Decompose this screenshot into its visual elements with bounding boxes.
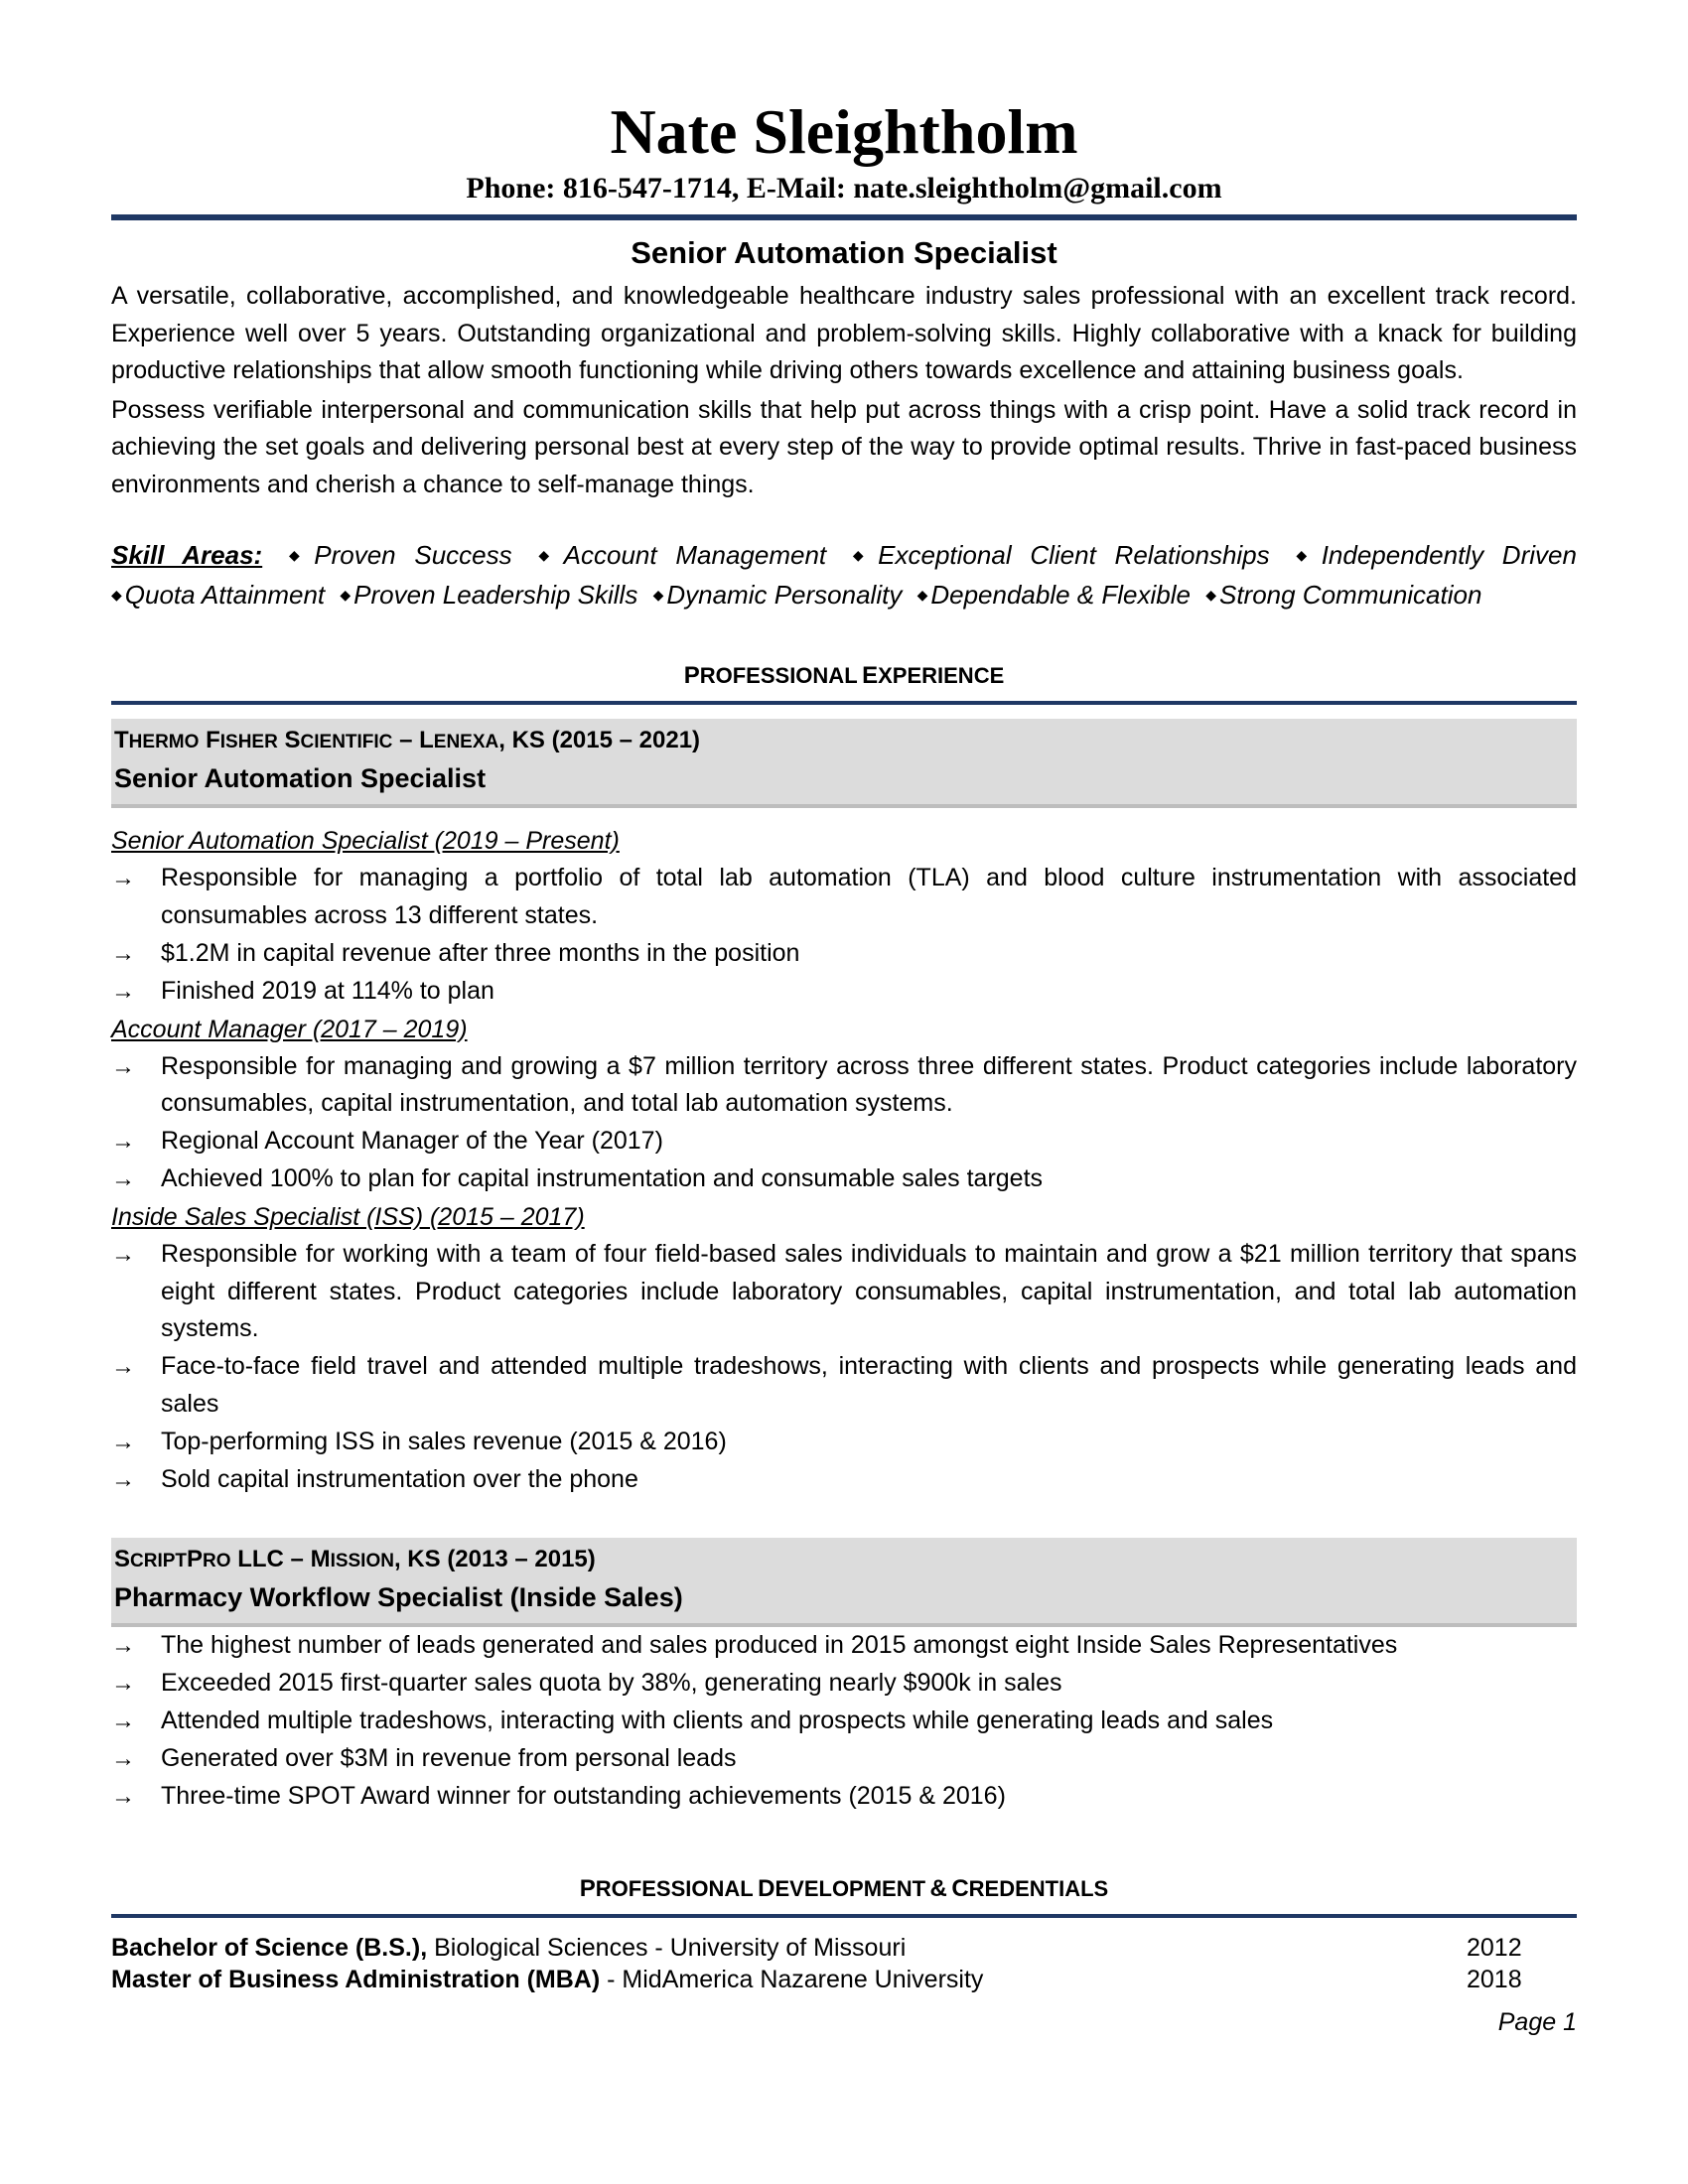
- section-title-experience: PROFESSIONAL EXPERIENCE: [683, 662, 1005, 689]
- arrow-icon: →: [111, 1745, 135, 1772]
- bullet-list: [111, 1048, 1577, 1198]
- education-item: [111, 1964, 1577, 1995]
- resume-page: [111, 95, 1577, 2037]
- skill-areas: [111, 537, 1577, 616]
- summary-paragraph-2: Possess verifiable interpersonal and communication skills that help put across things with a crisp point. Have a solid track record in achieving the set goals and delivering personal best at every step of the way to provide optimal results. Thrive in fast-paced business environments and cherish a chance to self-manage things.: [111, 395, 1577, 498]
- role-heading: Senior Automation Specialist (2019 – Present): [111, 827, 620, 855]
- list-item: → Attended multiple tradeshows, interacting with clients and prospects while generating leads and sales: [111, 1703, 1577, 1740]
- list-item: → Regional Account Manager of the Year (2017): [111, 1123, 1577, 1160]
- bullet-list: [111, 1236, 1577, 1498]
- list-item: → Responsible for managing and growing a $7 million territory across three different states. Product categories include laboratory consumables, capital instrumentation, and total lab automation systems.: [111, 1048, 1577, 1123]
- diamond-bullet-icon: ◆: [538, 547, 561, 563]
- arrow-icon: →: [111, 977, 135, 1005]
- list-item: → Responsible for managing a portfolio of total lab automation (TLA) and blood culture instrumentation with associated consumables across 13 different states.: [111, 860, 1577, 934]
- degree-detail: - MidAmerica Nazarene University: [600, 1965, 984, 1993]
- list-item: → Face-to-face field travel and attended multiple tradeshows, interacting with clients and prospects while generating leads and sales: [111, 1348, 1577, 1423]
- skill-item: ◆ Dependable & Flexible: [916, 580, 1191, 610]
- skill-item: ◆ Exceptional Client Relationships: [852, 540, 1270, 570]
- list-item: → Finished 2019 at 114% to plan: [111, 973, 1577, 1011]
- education-list: [111, 1932, 1577, 1995]
- skill-item: ◆ Quota Attainment: [111, 580, 326, 610]
- degree-year: 2012: [1467, 1933, 1522, 1962]
- bullet-list: [111, 860, 1577, 1010]
- job-header: [111, 1538, 1577, 1627]
- job-title: Pharmacy Workflow Specialist (Inside Sales): [114, 1582, 683, 1612]
- diamond-bullet-icon: ◆: [1205, 587, 1216, 603]
- header-divider: [111, 214, 1577, 220]
- diamond-bullet-icon: ◆: [1296, 547, 1319, 563]
- skill-areas-label: Skill Areas:: [111, 540, 263, 570]
- arrow-icon: →: [111, 1707, 135, 1734]
- degree-name: Master of Business Administration (MBA): [111, 1965, 601, 1993]
- list-item: → Three-time SPOT Award winner for outstanding achievements (2015 & 2016): [111, 1778, 1577, 1816]
- diamond-bullet-icon: ◆: [111, 587, 122, 603]
- list-item: → The highest number of leads generated and sales produced in 2015 amongst eight Inside Sales Representatives: [111, 1627, 1577, 1665]
- skill-item: ◆ Independently Driven: [1296, 540, 1577, 570]
- company-line: THERMO FISHER SCIENTIFIC – LENEXA, KS (2015 – 2021): [114, 727, 701, 753]
- skill-item: ◆ Strong Communication: [1205, 580, 1482, 610]
- skill-item: ◆ Proven Leadership Skills: [340, 580, 638, 610]
- list-item: → Responsible for working with a team of four field-based sales individuals to maintain and grow a $21 million territory that spans eight different states. Product categories include laboratory consumables, capital instrumentation, and total lab automation systems.: [111, 1236, 1577, 1348]
- arrow-icon: →: [111, 1165, 135, 1192]
- section-title-credentials: PROFESSIONAL DEVELOPMENT & CREDENTIALS: [579, 1874, 1109, 1902]
- diamond-bullet-icon: ◆: [340, 587, 352, 603]
- candidate-name: Nate Sleightholm: [610, 96, 1078, 167]
- arrow-icon: →: [111, 1241, 135, 1268]
- list-item: → $1.2M in capital revenue after three months in the position: [111, 935, 1577, 973]
- job-header: [111, 719, 1577, 808]
- diamond-bullet-icon: ◆: [852, 547, 876, 563]
- list-item: → Achieved 100% to plan for capital instrumentation and consumable sales targets: [111, 1160, 1577, 1198]
- role-heading: Account Manager (2017 – 2019): [111, 1015, 468, 1043]
- page-number: Page 1: [1497, 2007, 1577, 2036]
- skill-item: ◆ Dynamic Personality: [652, 580, 903, 610]
- diamond-bullet-icon: ◆: [916, 587, 928, 603]
- role-heading: Inside Sales Specialist (ISS) (2015 – 2017): [111, 1203, 585, 1231]
- list-item: → Generated over $3M in revenue from personal leads: [111, 1740, 1577, 1778]
- list-item: → Top-performing ISS in sales revenue (2015 & 2016): [111, 1424, 1577, 1461]
- skill-item: ◆ Proven Success: [288, 540, 512, 570]
- company-line: SCRIPTPRO LLC – MISSION, KS (2013 – 2015): [114, 1546, 596, 1572]
- list-item: → Exceeded 2015 first-quarter sales quota by 38%, generating nearly $900k in sales: [111, 1665, 1577, 1703]
- arrow-icon: →: [111, 1052, 135, 1080]
- skill-item: ◆ Account Management: [538, 540, 827, 570]
- section-divider: [111, 701, 1577, 705]
- headline-title: Senior Automation Specialist: [631, 235, 1057, 270]
- arrow-icon: →: [111, 1783, 135, 1810]
- arrow-icon: →: [111, 1428, 135, 1455]
- arrow-icon: →: [111, 1670, 135, 1697]
- degree-detail: Biological Sciences - University of Missouri: [427, 1933, 907, 1962]
- contact-line: Phone: 816-547-1714, E-Mail: nate.sleightholm@gmail.com: [466, 172, 1222, 205]
- arrow-icon: →: [111, 939, 135, 967]
- degree-name: Bachelor of Science (B.S.),: [111, 1933, 428, 1962]
- arrow-icon: →: [111, 1353, 135, 1380]
- degree-year: 2018: [1467, 1965, 1522, 1993]
- section-divider: [111, 1914, 1577, 1918]
- diamond-bullet-icon: ◆: [288, 547, 312, 563]
- arrow-icon: →: [111, 1465, 135, 1493]
- arrow-icon: →: [111, 1128, 135, 1155]
- arrow-icon: →: [111, 865, 135, 891]
- bullet-list: [111, 1627, 1577, 1816]
- diamond-bullet-icon: ◆: [652, 587, 664, 603]
- education-item: [111, 1932, 1577, 1964]
- summary-paragraph-1: A versatile, collaborative, accomplished, and knowledgeable healthcare industry sales professional with an excellent track record. Experience well over 5 years. Outstanding organizational and problem-solving skills. Highly collaborative with a knack for building productive relationships that allow smooth functioning while driving others towards excellence and attaining business goals.: [111, 282, 1577, 384]
- job-title: Senior Automation Specialist: [114, 763, 487, 793]
- arrow-icon: →: [111, 1632, 135, 1659]
- list-item: → Sold capital instrumentation over the phone: [111, 1461, 1577, 1499]
